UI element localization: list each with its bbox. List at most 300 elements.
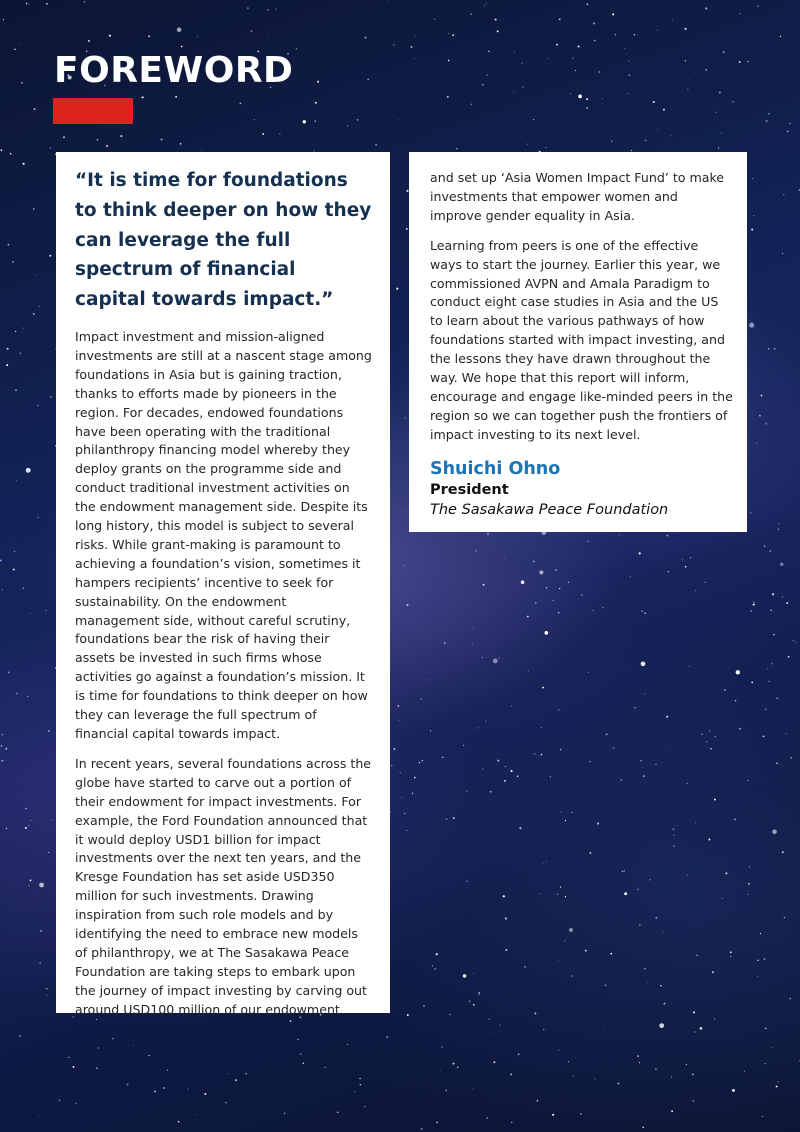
star	[768, 113, 770, 115]
star	[196, 1114, 197, 1115]
star	[10, 153, 12, 155]
star	[109, 35, 111, 37]
star	[403, 565, 404, 566]
star	[275, 8, 276, 9]
star	[759, 844, 760, 845]
star	[786, 733, 787, 734]
star	[251, 30, 253, 32]
star	[177, 28, 182, 33]
star	[540, 893, 541, 894]
body-paragraph: Impact investment and mission-aligned investments are still at a nascent stage among foundations in Asia but is gaining traction, thanks to efforts made by pioneers in the region. For decades, endowed foundations have been operating with the traditional philanthropy financing model whereby they deploy grants on the programme side and conduct traditional investment activities on the endowment management side. Despite its long history, this model is subject to several risks. While grant-making is paramount to achieving a foundation’s vision, sometimes it hampers recipients’ incentive to seek for sustainability. On the endowment management side, without careful scrutiny, foundations bear the risk of having their assets be invested in such firms whose activities go against a foundation’s mission. It is time for foundations to think deeper on how they can leverage the full spectrum of financial capital towards impact.	[75, 328, 372, 742]
star	[777, 1081, 778, 1082]
star	[767, 668, 768, 669]
star	[634, 34, 635, 35]
star	[552, 600, 554, 602]
star	[5, 748, 7, 750]
star	[436, 953, 438, 955]
star	[20, 43, 21, 44]
star	[7, 348, 9, 350]
star	[96, 1068, 97, 1069]
star	[624, 892, 627, 895]
star	[440, 1070, 441, 1071]
star	[671, 1077, 672, 1078]
star	[645, 693, 646, 694]
star	[25, 827, 27, 829]
star	[75, 1102, 77, 1104]
star	[589, 761, 591, 763]
star	[692, 1100, 694, 1102]
star	[544, 631, 548, 635]
star	[541, 727, 542, 728]
star	[33, 208, 34, 209]
star	[640, 760, 642, 762]
star	[388, 1, 389, 2]
star	[15, 389, 17, 391]
star	[482, 84, 484, 86]
star	[570, 93, 571, 94]
star	[8, 671, 10, 673]
star	[766, 120, 768, 122]
star	[302, 1063, 304, 1065]
star	[732, 1089, 735, 1092]
star	[673, 828, 675, 830]
star	[127, 1083, 129, 1085]
star	[699, 1027, 702, 1030]
star	[718, 147, 719, 148]
star	[539, 570, 543, 574]
star	[572, 812, 573, 813]
star	[685, 28, 687, 30]
star	[564, 940, 565, 941]
star	[765, 708, 767, 710]
star	[630, 576, 631, 577]
star	[666, 535, 668, 537]
star	[588, 672, 589, 673]
star	[751, 229, 753, 231]
star	[672, 20, 673, 21]
star	[141, 97, 143, 99]
star	[776, 1085, 778, 1087]
star	[639, 552, 641, 554]
star	[456, 148, 457, 149]
star	[657, 129, 658, 130]
star	[611, 141, 612, 142]
star	[188, 1088, 189, 1089]
star	[463, 745, 464, 746]
star	[180, 143, 182, 145]
star	[404, 417, 405, 418]
star	[776, 762, 778, 764]
star	[436, 1122, 438, 1124]
star	[466, 791, 467, 792]
star	[763, 735, 765, 737]
star	[268, 34, 269, 35]
star	[637, 1055, 639, 1057]
star	[39, 306, 40, 307]
star	[477, 727, 478, 728]
star	[585, 950, 587, 952]
star	[448, 60, 450, 62]
star	[685, 566, 687, 568]
star	[559, 960, 560, 961]
star	[730, 951, 732, 953]
star	[788, 656, 790, 658]
star	[690, 557, 691, 558]
star	[160, 139, 162, 141]
star	[739, 61, 741, 63]
star	[400, 772, 401, 773]
star	[747, 61, 748, 62]
star	[705, 7, 707, 9]
star	[337, 1111, 339, 1113]
star	[757, 976, 758, 977]
star	[619, 535, 620, 536]
star	[457, 1066, 459, 1068]
star	[597, 823, 599, 825]
star	[571, 975, 573, 977]
star	[463, 974, 467, 978]
star	[406, 604, 408, 606]
star	[3, 19, 4, 20]
star	[735, 700, 736, 701]
star	[1, 745, 3, 747]
star	[197, 36, 198, 37]
star	[497, 30, 499, 32]
star	[782, 851, 784, 853]
star	[471, 104, 472, 105]
star	[493, 1061, 495, 1063]
star	[594, 1078, 595, 1079]
star	[73, 1066, 75, 1068]
star	[748, 780, 749, 781]
star	[393, 44, 394, 45]
star	[558, 709, 559, 710]
star	[414, 777, 416, 779]
star	[6, 364, 8, 366]
star	[521, 580, 525, 584]
star	[39, 883, 44, 888]
star	[27, 696, 28, 697]
star	[419, 762, 420, 763]
star	[552, 1114, 554, 1116]
star	[534, 753, 535, 754]
star	[776, 697, 778, 699]
star	[732, 101, 733, 102]
star	[647, 982, 648, 983]
signatory-organization: The Sasakawa Peace Foundation	[430, 501, 669, 518]
pull-quote: “It is time for foundations to think deeper on how they can leverage the full spectrum of financial capital towards impact.”	[75, 170, 372, 311]
star	[421, 698, 422, 699]
star	[14, 49, 16, 51]
star	[405, 510, 406, 511]
star	[510, 1073, 512, 1075]
star	[760, 933, 761, 934]
star	[586, 3, 588, 5]
star	[689, 666, 690, 667]
star	[692, 1073, 694, 1075]
star	[768, 348, 770, 350]
star	[359, 1078, 360, 1079]
star	[786, 602, 788, 604]
star	[629, 74, 631, 76]
star	[39, 962, 41, 964]
star	[674, 835, 675, 836]
star	[247, 7, 249, 9]
star	[603, 1029, 604, 1030]
star	[39, 1115, 40, 1116]
star	[533, 561, 534, 562]
star	[558, 1049, 559, 1050]
star	[34, 893, 35, 894]
star	[783, 194, 784, 195]
star	[68, 1057, 69, 1058]
star	[448, 33, 449, 34]
star	[317, 81, 319, 83]
star	[14, 551, 15, 552]
star	[478, 992, 480, 994]
signatory-name: Shuichi Ohno	[430, 458, 561, 479]
star	[578, 45, 580, 47]
star	[20, 353, 21, 354]
star	[1, 149, 3, 151]
star	[490, 1032, 491, 1033]
star	[473, 627, 474, 628]
star	[398, 720, 399, 721]
star	[759, 415, 761, 417]
star	[23, 328, 24, 329]
star	[790, 757, 792, 759]
star	[705, 582, 706, 583]
star	[1, 760, 3, 762]
star	[780, 563, 784, 567]
star	[37, 405, 38, 406]
star	[659, 1023, 664, 1028]
star	[756, 443, 757, 444]
star	[774, 348, 776, 350]
star	[364, 1106, 365, 1107]
star	[696, 955, 697, 956]
star	[795, 642, 796, 643]
star	[415, 36, 416, 37]
star	[28, 4, 29, 5]
star	[59, 1099, 61, 1101]
star	[621, 779, 623, 781]
star	[495, 19, 497, 21]
star	[6, 828, 7, 829]
star	[513, 92, 514, 93]
star	[167, 1070, 168, 1071]
star	[655, 764, 656, 765]
star	[500, 1025, 501, 1026]
star	[685, 60, 686, 61]
star	[28, 825, 29, 826]
star	[469, 1000, 471, 1002]
star	[629, 61, 630, 62]
star	[671, 1110, 673, 1112]
star	[787, 131, 788, 132]
star	[16, 480, 17, 481]
star	[545, 147, 546, 148]
star	[394, 748, 396, 750]
star	[23, 163, 25, 165]
star	[401, 797, 402, 798]
star	[550, 776, 551, 777]
star	[663, 1003, 665, 1005]
star	[367, 78, 369, 80]
star	[790, 998, 791, 999]
star	[410, 46, 412, 48]
star	[736, 670, 740, 674]
star	[572, 58, 573, 59]
star	[734, 819, 736, 821]
star	[673, 845, 675, 847]
star	[556, 44, 558, 46]
star	[46, 3, 48, 5]
star	[375, 144, 377, 146]
star	[50, 148, 51, 149]
star	[97, 139, 99, 141]
star	[543, 1029, 544, 1030]
star	[46, 610, 47, 611]
star	[772, 593, 774, 595]
star	[30, 820, 31, 821]
star	[486, 75, 487, 76]
star	[757, 5, 758, 6]
star	[296, 48, 297, 49]
star	[542, 687, 544, 689]
star	[175, 96, 177, 98]
star	[557, 893, 559, 895]
star	[354, 1091, 355, 1092]
star	[228, 1073, 229, 1074]
star	[12, 261, 14, 263]
star	[487, 533, 489, 535]
star	[575, 70, 576, 71]
star	[444, 642, 446, 644]
body-paragraph: and set up ‘Asia Women Impact Fund’ to make investments that empower women and improve gender equality in Asia.	[430, 170, 725, 223]
star	[628, 93, 629, 94]
star	[764, 546, 765, 547]
star	[486, 1117, 488, 1119]
star	[148, 35, 150, 37]
star	[347, 1044, 348, 1045]
star	[442, 757, 443, 758]
star	[555, 569, 557, 571]
star	[561, 812, 562, 813]
star	[449, 1014, 450, 1015]
star	[782, 596, 783, 597]
star	[181, 46, 183, 48]
title-accent-bar	[53, 98, 133, 124]
star	[780, 36, 781, 37]
star	[663, 931, 664, 932]
star	[524, 966, 525, 967]
star	[245, 1073, 247, 1075]
star	[660, 985, 662, 987]
star	[535, 602, 536, 603]
star	[504, 780, 506, 782]
star	[765, 423, 767, 425]
star	[35, 275, 36, 276]
star	[279, 133, 280, 134]
star	[715, 736, 716, 737]
star	[15, 331, 16, 332]
star	[615, 34, 617, 36]
star	[724, 689, 726, 691]
star	[565, 896, 566, 897]
star	[534, 1012, 536, 1014]
star	[748, 883, 750, 885]
star	[396, 288, 398, 290]
star	[120, 135, 122, 137]
star	[602, 98, 603, 99]
star	[719, 92, 721, 94]
star	[50, 396, 51, 397]
star	[472, 643, 473, 644]
star	[631, 150, 632, 151]
star	[98, 1047, 100, 1049]
star	[708, 839, 710, 841]
star	[695, 590, 696, 591]
star	[518, 1053, 520, 1055]
star	[485, 721, 486, 722]
right-text-panel	[409, 152, 747, 532]
star	[560, 749, 561, 750]
star	[642, 1127, 644, 1129]
star	[398, 705, 400, 707]
star	[505, 766, 506, 767]
star	[522, 86, 523, 87]
star	[225, 1102, 227, 1104]
star	[744, 1071, 745, 1072]
star	[687, 875, 688, 876]
star	[315, 102, 317, 104]
star	[490, 791, 492, 793]
star	[542, 862, 543, 863]
star	[757, 959, 759, 961]
star	[112, 1038, 113, 1039]
star	[519, 827, 521, 829]
star	[88, 40, 90, 42]
star	[453, 1063, 455, 1065]
star	[639, 924, 641, 926]
star	[407, 1014, 409, 1016]
star	[390, 812, 391, 813]
star	[466, 880, 468, 882]
page-title: FOREWORD	[54, 50, 294, 91]
star	[488, 50, 490, 52]
star	[739, 13, 740, 14]
star	[527, 143, 528, 144]
star	[421, 1128, 423, 1130]
star	[505, 949, 507, 951]
star	[407, 830, 408, 831]
star	[391, 765, 393, 767]
star	[725, 872, 727, 874]
star	[441, 1047, 442, 1048]
star	[749, 866, 750, 867]
star	[240, 103, 242, 105]
star	[447, 96, 449, 98]
star	[482, 769, 483, 770]
star	[769, 681, 770, 682]
star	[430, 730, 431, 731]
left-text-panel	[56, 152, 390, 1017]
star	[641, 610, 643, 612]
star	[637, 888, 639, 890]
star	[750, 610, 752, 612]
star	[303, 120, 306, 123]
